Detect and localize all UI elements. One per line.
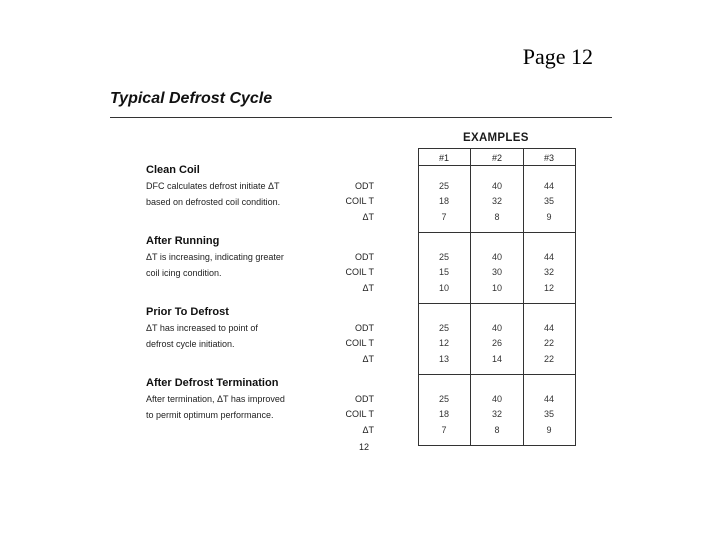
table-cell: 14 — [491, 354, 502, 364]
column-divider — [470, 148, 471, 446]
table-cell: 40 — [491, 252, 502, 262]
table-cell: 12 — [543, 283, 554, 293]
table-cell: 13 — [438, 354, 449, 364]
row-label-delta-t: ΔT — [362, 425, 374, 435]
table-cell: 8 — [494, 212, 500, 222]
examples-label: EXAMPLES — [463, 132, 529, 144]
table-cell: 32 — [491, 409, 502, 419]
row-label-coil-t: COIL T — [345, 409, 374, 419]
row-label-coil-t: COIL T — [345, 196, 374, 206]
row-label-coil-t: COIL T — [345, 267, 374, 277]
section-description: DFC calculates defrost initiate ΔT based on defrosted coil condition. — [146, 181, 281, 207]
table-cell: 25 — [438, 323, 449, 333]
section-heading-after-defrost-termination: After Defrost Termination — [146, 377, 279, 389]
table-cell: 44 — [543, 394, 554, 404]
row-label-coil-t: COIL T — [345, 338, 374, 348]
table-cell: 40 — [491, 394, 502, 404]
row-label-delta-t: ΔT — [362, 354, 374, 364]
section-divider — [418, 232, 576, 233]
table-cell: 12 — [438, 338, 449, 348]
column-header-3: #3 — [543, 153, 554, 163]
table-cell: 44 — [543, 323, 554, 333]
table-cell: 25 — [438, 181, 449, 191]
table-cell: 25 — [438, 252, 449, 262]
table-cell: 10 — [491, 283, 502, 293]
table-cell: 40 — [491, 181, 502, 191]
table-cell: 32 — [543, 267, 554, 277]
document-title: Typical Defrost Cycle — [110, 90, 273, 107]
table-cell: 9 — [546, 425, 552, 435]
table-cell: 7 — [441, 212, 447, 222]
table-cell: 18 — [438, 409, 449, 419]
table-cell: 32 — [491, 196, 502, 206]
header-divider — [418, 165, 576, 166]
row-label-odt: ODT — [355, 323, 374, 333]
table-cell: 18 — [438, 196, 449, 206]
footer-page-number: 12 — [359, 442, 370, 452]
title-rule — [110, 117, 612, 118]
table-cell: 44 — [543, 252, 554, 262]
table-cell: 30 — [491, 267, 502, 277]
section-heading-prior-to-defrost: Prior To Defrost — [146, 306, 229, 318]
row-label-odt: ODT — [355, 394, 374, 404]
table-cell: 7 — [441, 425, 447, 435]
section-divider — [418, 374, 576, 375]
table-cell: 35 — [543, 196, 554, 206]
page-label: Page 12 — [522, 44, 593, 69]
section-heading-after-running: After Running — [146, 235, 220, 247]
table-cell: 22 — [543, 354, 554, 364]
table-cell: 35 — [543, 409, 554, 419]
row-label-delta-t: ΔT — [362, 212, 374, 222]
table-cell: 40 — [491, 323, 502, 333]
table-cell: 26 — [491, 338, 502, 348]
table-cell: 22 — [543, 338, 554, 348]
table-cell: 8 — [494, 425, 500, 435]
row-label-delta-t: ΔT — [362, 283, 374, 293]
row-label-odt: ODT — [355, 181, 374, 191]
table-cell: 44 — [543, 181, 554, 191]
section-heading-clean-coil: Clean Coil — [146, 164, 200, 176]
row-label-odt: ODT — [355, 252, 374, 262]
section-description: ΔT has increased to point of defrost cycle initiation. — [146, 323, 258, 349]
table-cell: 10 — [438, 283, 449, 293]
section-divider — [418, 303, 576, 304]
section-description: ΔT is increasing, indicating greater coil icing condition. — [146, 252, 284, 278]
table-cell: 25 — [438, 394, 449, 404]
column-header-1: #1 — [438, 153, 449, 163]
section-description: After termination, ΔT has improved to permit optimum performance. — [146, 394, 285, 420]
column-header-2: #2 — [491, 153, 502, 163]
table-cell: 9 — [546, 212, 552, 222]
table-cell: 15 — [438, 267, 449, 277]
